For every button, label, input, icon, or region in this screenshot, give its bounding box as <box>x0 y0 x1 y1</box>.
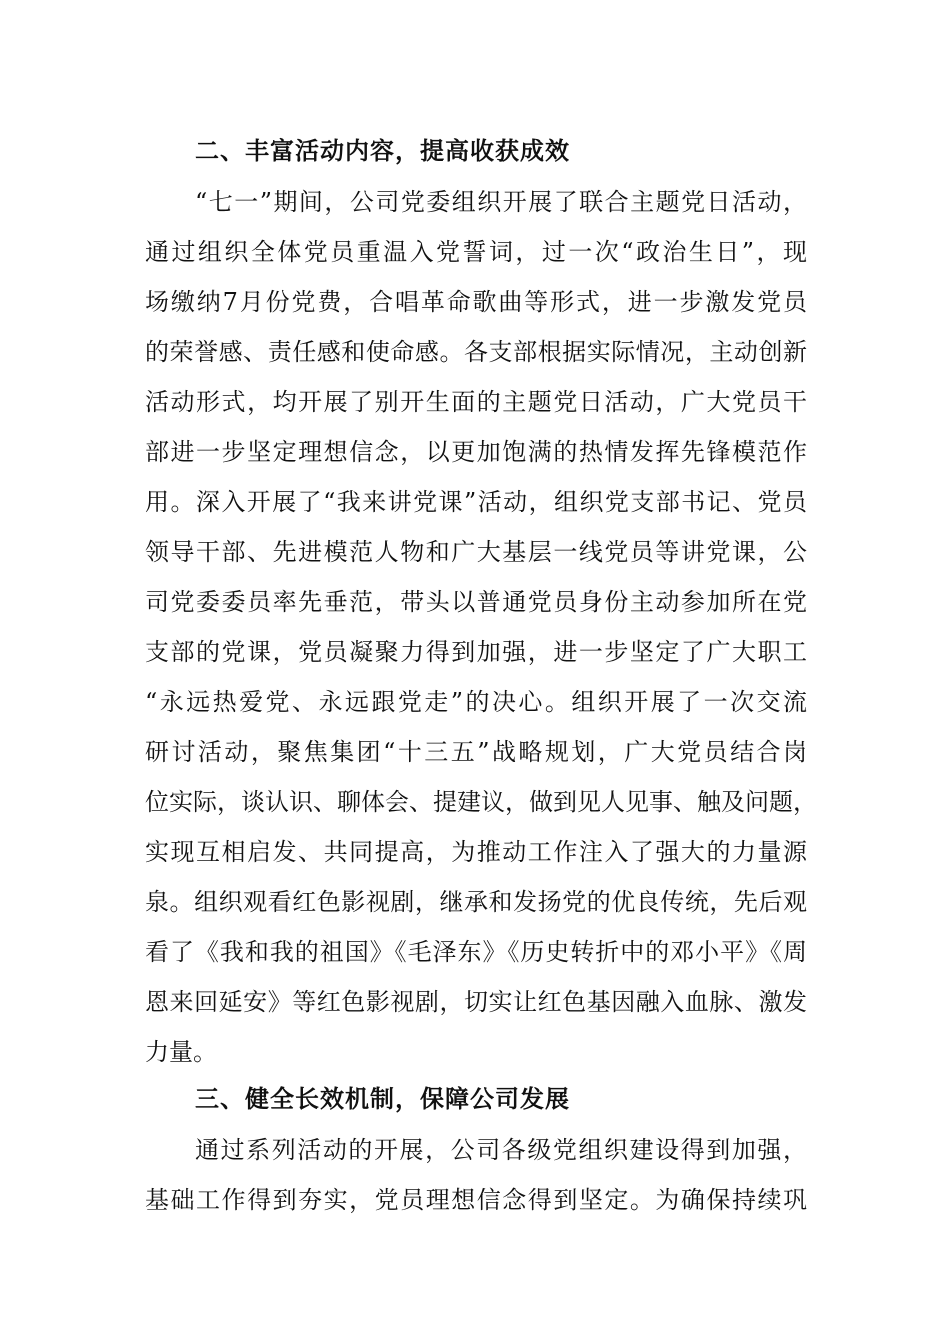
paragraph-line: 研讨活动，聚焦集团“十三五”战略规划，广大党员结合岗 <box>145 738 807 766</box>
section-2-heading: 二、丰富活动内容，提高收获成效 <box>195 137 570 165</box>
section-3-heading: 三、健全长效机制，保障公司发展 <box>195 1085 570 1113</box>
paragraph-line: 部进一步坚定理想信念，以更加饱满的热情发挥先锋模范作 <box>145 438 807 466</box>
paragraph-line: 活动形式，均开展了别开生面的主题党日活动，广大党员干 <box>145 388 807 416</box>
paragraph-line: 看了《我和我的祖国》《毛泽东》《历史转折中的邓小平》《周 <box>145 938 807 966</box>
paragraph-line: 的荣誉感、责任感和使命感。各支部根据实际情况，主动创新 <box>145 338 807 366</box>
paragraph-line: 基础工作得到夯实，党员理想信念得到坚定。为确保持续巩 <box>145 1186 807 1214</box>
paragraph-line: “永远热爱党、永远跟党走”的决心。组织开展了一次交流 <box>145 688 807 716</box>
paragraph-line: 位实际，谈认识、聊体会、提建议，做到见人见事、触及问题， <box>145 788 817 816</box>
paragraph-line: 力量。 <box>145 1038 217 1066</box>
paragraph-line: 通过系列活动的开展，公司各级党组织建设得到加强， <box>195 1136 807 1164</box>
paragraph-line: 司党委委员率先垂范，带头以普通党员身份主动参加所在党 <box>145 588 807 616</box>
paragraph-line: 实现互相启发、共同提高，为推动工作注入了强大的力量源 <box>145 838 807 866</box>
paragraph-line: 领导干部、先进模范人物和广大基层一线党员等讲党课，公 <box>145 538 807 566</box>
paragraph-line: 恩来回延安》等红色影视剧，切实让红色基因融入血脉、激发 <box>145 988 807 1016</box>
paragraph-line: 泉。组织观看红色影视剧，继承和发扬党的优良传统，先后观 <box>145 888 807 916</box>
paragraph-line: 场缴纳7月份党费，合唱革命歌曲等形式，进一步激发党员 <box>145 288 807 316</box>
paragraph-line: “七一”期间，公司党委组织开展了联合主题党日活动， <box>195 188 807 216</box>
paragraph-line: 用。深入开展了“我来讲党课”活动，组织党支部书记、党员 <box>145 488 807 516</box>
paragraph-line: 支部的党课，党员凝聚力得到加强，进一步坚定了广大职工 <box>145 638 807 666</box>
paragraph-line: 通过组织全体党员重温入党誓词，过一次“政治生日”，现 <box>145 238 807 266</box>
